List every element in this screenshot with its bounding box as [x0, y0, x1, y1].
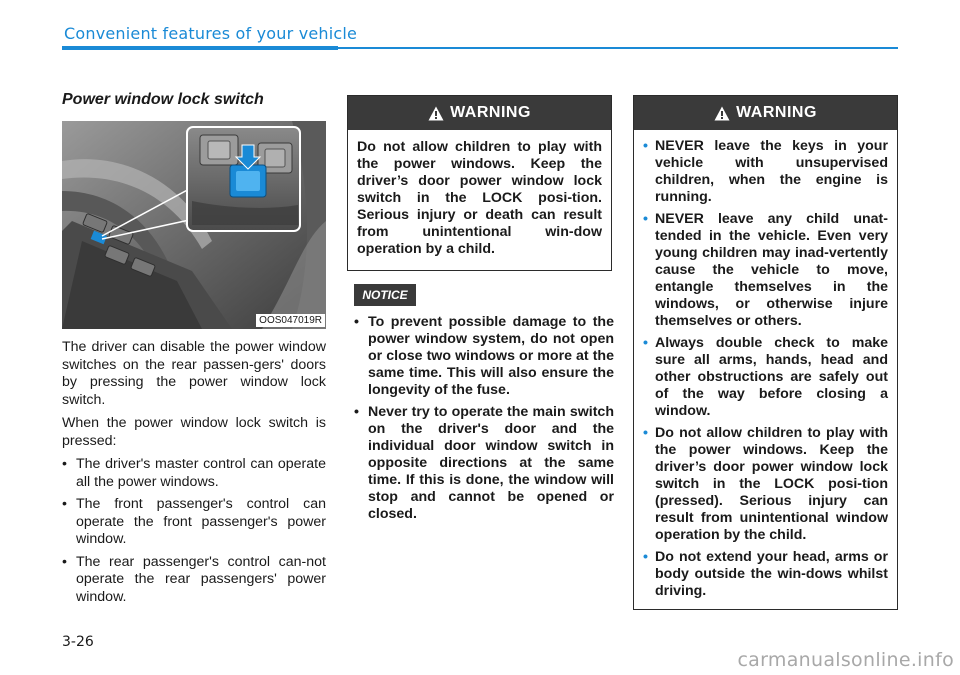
warning-label: WARNING	[450, 104, 531, 121]
warning-header	[348, 96, 611, 130]
warning-header	[634, 96, 897, 130]
warning-triangle-icon	[714, 106, 730, 121]
body-text	[62, 339, 326, 611]
list-item: • NEVER leave the keys in your vehicle with unsupervised children, when the engine is running.	[643, 138, 888, 206]
list-item: • Do not allow children to play with the power windows. Keep the driver’s door power window lock switch in the LOCK posi-tion (pressed). Serious injury can result from unintentional window operation by the child.	[643, 425, 888, 544]
door-panel-illustration	[62, 121, 326, 329]
list-item: • To prevent possible damage to the power window system, do not open or close two windows or more at the same time. This will also ensure the longevity of the fuse.	[354, 314, 614, 399]
section-title: Power window lock switch	[62, 91, 264, 108]
warning-triangle-icon	[428, 106, 444, 121]
watermark: carmanualsonline.info	[737, 649, 954, 671]
list-item: • Do not extend your head, arms or body outside the win-dows whilst driving.	[643, 549, 888, 600]
warning-text: Do not allow children to play with the power windows. Keep the driver’s door power window lock switch in the LOCK posi-tion. Serious injury or death can result from unintentional win-dow operation by a child.	[357, 139, 602, 257]
section-header: Convenient features of your vehicle	[64, 24, 358, 43]
image-code-label: OOS047019R	[256, 314, 325, 327]
list-item: • NEVER leave any child unat-tended in the vehicle. Even very young children may inad-vertently cause the vehicle to move, entangle themselves in the windows, or otherwise injure themselves or others.	[643, 211, 888, 330]
warning-box	[633, 95, 898, 610]
page-number: 3-26	[62, 634, 94, 650]
list-item: • Always double check to make sure all arms, hands, head and other obstructions are safely out of the way before closing a window.	[643, 335, 888, 420]
list-item: • Never try to operate the main switch on the driver's door and the individual door window switch in opposite directions at the same time. If this is done, the window will stop and cannot be opened or closed.	[354, 404, 614, 523]
list-item: • The driver's master control can operate all the power windows.	[62, 456, 326, 491]
warning-list	[643, 138, 888, 600]
paragraph: The driver can disable the power window switches on the rear passen-gers' doors by pressing the power window lock switch.	[62, 339, 326, 408]
warning-content	[634, 130, 897, 615]
paragraph: When the power window lock switch is pressed:	[62, 415, 326, 449]
header-rule-accent	[62, 46, 338, 50]
notice-list	[354, 314, 614, 528]
notice-badge: NOTICE	[354, 284, 416, 306]
bullet-list	[62, 456, 326, 606]
header-rule	[338, 47, 898, 49]
list-item: • The rear passenger's control can-not operate the rear passengers' power window.	[62, 554, 326, 607]
warning-box	[347, 95, 612, 271]
list-item: • The front passenger's control can operate the front passenger's power window.	[62, 496, 326, 549]
door-switch-photo	[62, 121, 326, 329]
warning-label: WARNING	[736, 104, 817, 121]
